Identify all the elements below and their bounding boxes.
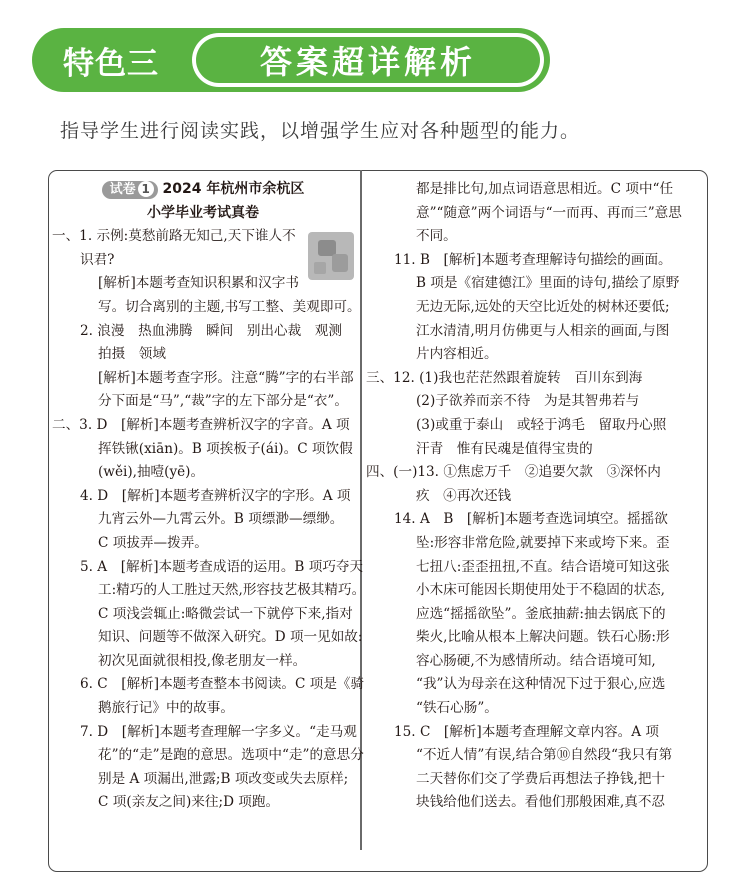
answer-line: 工:精巧的人工胜过天然,形容技艺极其精巧。: [98, 582, 366, 599]
answer-line: 片内容相近。: [416, 346, 498, 363]
answer-line: 小木床可能因长期使用处于不稳固的状态,: [416, 582, 666, 599]
paper-title-2: 小学毕业考试真卷: [147, 204, 259, 221]
answer-line: [解析]本题考查知识积累和汉字书: [98, 275, 299, 292]
answer-line: B 项是《宿建德江》里面的诗句,描绘了原野: [416, 275, 680, 292]
answer-line: 九宵云外—九霄云外。B 项缥渺—缥缈。: [98, 511, 344, 528]
paper-number: 1: [138, 181, 154, 197]
answer-line: C 项(亲友之间)来往;D 项跑。: [98, 794, 280, 811]
answer-line: 二天替你们交了学费后再想法子挣钱,把十: [416, 770, 666, 787]
answer-line: 4. D [解析]本题考查辨析汉字的字形。A 项: [80, 487, 351, 504]
answer-line: 11. B [解析]本题考查理解诗句描绘的画面。: [394, 251, 672, 268]
answer-line: 花”的“走”是跑的意思。选项中“走”的意思分: [98, 747, 364, 764]
answer-line: 知识、问题等不做深入研究。D 项一见如故:: [98, 629, 363, 646]
answer-line: 四、(一)13. ①焦虑万千 ②追要欠款 ③深怀内: [366, 464, 661, 481]
answer-line: 汗青 惟有民魂是值得宝贵的: [416, 440, 593, 457]
banner-subtitle: 指导学生进行阅读实践，以增强学生应对各种题型的能力。: [60, 120, 581, 142]
answer-line: 柴火,比喻从根本上解决问题。铁石心肠:形: [416, 629, 670, 646]
answer-line: 都是排比句,加点词语意思相近。C 项中“任: [416, 181, 674, 197]
answer-line: 识君?: [80, 251, 115, 268]
answer-line: 应选“摇摇欲坠”。釜底抽薪:抽去锅底下的: [416, 605, 666, 622]
answer-line: 意”“随意”两个词语与“一而再、再而三”意思: [416, 204, 682, 221]
answer-line: 江水清清,明月仿佛更与人相亲的画面,与图: [416, 322, 670, 339]
answer-line: “我”认为母亲在这种情况下过于狠心,应选: [416, 676, 666, 693]
answer-line: C 项拔弄—拨弄。: [98, 534, 208, 551]
answer-line: [解析]本题考查字形。注意“腾”字的右半部: [98, 369, 354, 386]
answer-line: “铁石心肠”。: [416, 700, 498, 717]
answer-line: 7. D [解析]本题考查理解一字多义。“走马观: [80, 723, 357, 740]
answer-line: 七扭八:歪歪扭扭,不直。结合语境可知这张: [416, 558, 670, 575]
answer-line: 不同。: [416, 228, 457, 245]
answer-line: 写。切合离别的主题,书写工整、美观即可。: [98, 298, 361, 315]
banner-title: 答案超详解析: [196, 37, 540, 83]
answer-line: 鹅旅行记》中的故事。: [98, 700, 234, 717]
answer-line: C 项浅尝辄止:略微尝试一下就停下来,指对: [98, 605, 353, 622]
answer-line: 2. 浪漫 热血沸腾 瞬间 别出心裁 观测: [80, 322, 342, 339]
answer-line: 疚 ④再次还钱: [416, 487, 512, 504]
answer-line: 二、3. D [解析]本题考查辨析汉字的字音。A 项: [52, 416, 350, 433]
paper-title-1: 2024 年杭州市余杭区: [162, 181, 305, 197]
answer-line: (wěi),抽噎(yē)。: [98, 464, 205, 481]
answer-line: 无边无际,远处的天空比近处的树林还要低;: [416, 298, 670, 315]
answer-line: 分下面是“马”,“裁”字的左下部分是“衣”。: [98, 393, 348, 410]
left-column: [52, 178, 366, 815]
answer-line: 三、12. (1)我也茫茫然跟着旋转 百川东到海: [366, 369, 643, 386]
banner-title-pill: [192, 33, 544, 87]
banner-left-label: 特色三: [63, 45, 159, 82]
answer-line: (3)或重于泰山 或轻于鸿毛 留取丹心照: [416, 416, 667, 433]
answer-line: “不近人情”有误,结合第⑩自然段“我只有第: [416, 747, 673, 764]
paper-title-line-1: [52, 178, 354, 202]
answer-line: 14. A B [解析]本题考查选词填空。摇摇欲: [394, 511, 668, 528]
answer-line: 初次见面就很相投,像老朋友一样。: [98, 652, 307, 669]
answer-line: 容心肠硬,不为感情所动。结合语境可知,: [416, 652, 656, 669]
answer-line: 拍摄 领域: [98, 346, 166, 363]
feature-banner: [32, 28, 550, 92]
right-column: [366, 178, 706, 815]
answer-line: 别是 A 项漏出,泄露;B 项改变或失去原样;: [98, 770, 349, 787]
answer-line: 坠:形容非常危险,就要掉下来或垮下来。歪: [416, 534, 670, 551]
answer-line: 块钱给他们送去。看他们那般困难,真不忍: [416, 794, 666, 811]
answer-line: (2)子欲养而亲不待 为是其智弗若与: [416, 393, 640, 410]
paper-badge: 试卷 1: [102, 181, 158, 199]
answer-line: 15. C [解析]本题考查理解文章内容。A 项: [394, 723, 659, 740]
answer-line: 挥铁锹(xiān)。B 项挨板子(ái)。C 项饮假: [98, 440, 353, 457]
answer-line: 一、1. 示例:莫愁前路无知己,天下谁人不: [52, 228, 296, 245]
answer-line: 6. C [解析]本题考查整本书阅读。C 项是《骑: [80, 676, 365, 693]
answer-line: 5. A [解析]本题考查成语的运用。B 项巧夺天: [80, 558, 364, 575]
